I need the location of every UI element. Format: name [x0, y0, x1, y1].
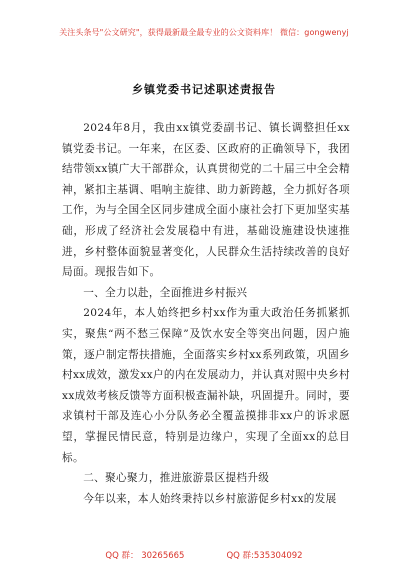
footer-contacts	[0, 549, 408, 561]
paragraph-intro: 2024年8月，我由xx镇党委副书记、镇长调整担任xx镇党委书记。一年来，在区委、区政府的正确领导下，我团结带领xx镇广大干部群众，认真贯彻党的二十届三中全会精神，紧扣主基调、唱响主旋律、助力新跨越，全力抓好各项工作，为与全国全区同步建成全面小康社会打下更加坚实基础，形成了经济社会发展稳中有进，基础设施建设快速推进，乡村整体面貌显著变化，人民群众生活持续改善的良好局面。现报告如下。	[62, 122, 350, 279]
section-heading-1: 一、全力以赴，全面推进乡村振兴	[83, 286, 248, 299]
section-heading-2: 二、聚心聚力，推进旅游景区提档升级	[83, 472, 270, 485]
paragraph-section-1: 2024年，本人始终把乡村xx作为重大政治任务抓紧抓实，聚焦“两不愁三保障”及饮水安全等突出问题，因户施策，逐户制定帮扶措施，全面落实乡村xx系列政策，巩固乡村xx成效，激发xx户的内在发展动力，并认真对照中央乡村xx成效考核反馈等方面积极查漏补缺，巩固提升。同时，要求镇村干部及连心小分队务必全覆盖摸排非xx户的诉求愿望，掌握民情民意，特别是边缘户，实现了全面xx的总目标。	[62, 307, 350, 464]
document-title: 乡镇党委书记述职述责报告	[132, 83, 276, 96]
paragraph-section-2: 今年以来，本人始终秉持以乡村旅游促乡村xx的发展	[83, 492, 337, 505]
qq-group-right: QQ 群:535304092	[226, 551, 303, 561]
promo-banner: 关注头条号"公文研究"，获得最新最全最专业的公文资料库！ 微信：gongwenyj	[59, 28, 349, 37]
qq-group-left: QQ 群： 30265665	[105, 551, 185, 561]
document-body	[62, 118, 350, 509]
